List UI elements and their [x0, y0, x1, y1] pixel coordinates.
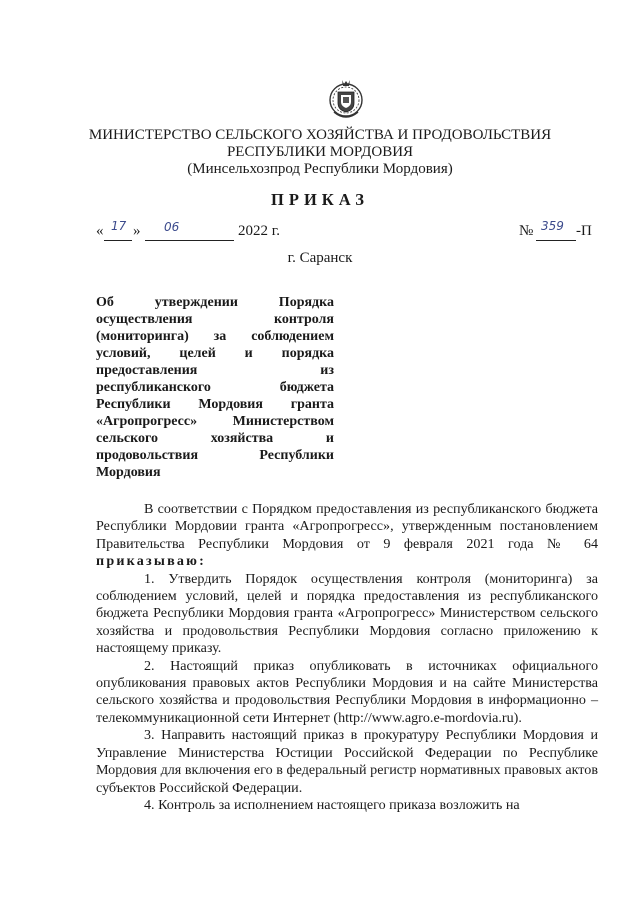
subject-line: Республики Мордовия гранта	[96, 397, 334, 412]
order-subject	[96, 294, 334, 481]
preamble-paragraph	[96, 501, 598, 571]
preamble-text: В соответствии с Порядком предоставления из республиканского бюджета Республики Мордовии гранта «Агропрогресс», утвержденным постановлением Правительства Республики Мордовия от 9 февраля 2021 года № 64	[96, 501, 598, 552]
order-item-4: 4. Контроль за исполнением настоящего приказа возложить на	[144, 796, 520, 813]
date-day: 17	[111, 219, 127, 233]
order-item-1: 1. Утвердить Порядок осуществления контроля (мониторинга) за соблюдением условий, целей и порядка предоставления из республиканского бюджета Республики Мордовия гранта «Агропрогресс» Министерством сельского хозяйства и продовольствия Республики Мордовия согласно приложению к настоящему приказу.	[96, 570, 598, 657]
document-title: ПРИКАЗ	[271, 190, 369, 209]
ministry-name-line1: МИНИСТЕРСТВО СЕЛЬСКОГО ХОЗЯЙСТВА И ПРОДОВОЛЬСТВИЯ	[88, 127, 552, 143]
subject-line: условий, целей и порядка	[96, 346, 334, 361]
date-close-quote: »	[133, 223, 141, 239]
date-open-quote: «	[96, 223, 104, 239]
subject-line: «Агропрогресс» Министерством	[96, 414, 334, 429]
date-month-underline	[145, 240, 234, 241]
subject-line: Мордовия	[96, 465, 161, 480]
order-item-3: 3. Направить настоящий приказ в прокуратуру Республики Мордовия и Управление Министерства Юстиции Российской Федерации по Республике Мордовия для включения его в федеральный регистр нормативных правовых актов субъектов Российской Федерации.	[96, 727, 598, 796]
date-day-underline	[104, 240, 132, 241]
subject-line: Об утверждении Порядка	[96, 295, 334, 310]
order-item-2: 2. Настоящий приказ опубликовать в источниках официального опубликования правовых актов Республики Мордовия и на сайте Министерства сельского хозяйства и продовольствия Республики Мордовия в информационно – телекоммуникационной сети Интернет (http://www.agro.e-mordovia.ru).	[96, 657, 598, 726]
subject-line: осуществления контроля	[96, 312, 334, 327]
coat-of-arms-emblem	[326, 76, 366, 122]
ministry-short-name: (Минсельхозпрод Республики Мордовия)	[187, 161, 453, 177]
subject-line: (мониторинга) за соблюдением	[96, 329, 334, 344]
subject-line: республиканского бюджета	[96, 380, 334, 395]
date-year: 2022 г.	[238, 223, 280, 239]
city: г. Саранск	[287, 250, 353, 266]
number-suffix: -П	[576, 223, 592, 239]
number-sign: №	[519, 223, 534, 239]
subject-line: продовольствия Республики	[96, 448, 334, 463]
ministry-name-line2: РЕСПУБЛИКИ МОРДОВИЯ	[226, 144, 414, 160]
order-body	[96, 501, 598, 814]
date-month: 06	[164, 220, 180, 234]
number-underline	[536, 240, 576, 241]
orders-word: приказываю:	[96, 553, 207, 570]
number-value: 359	[541, 219, 564, 233]
subject-line: предоставления из	[96, 363, 334, 378]
subject-line: сельского хозяйства и	[96, 431, 334, 446]
